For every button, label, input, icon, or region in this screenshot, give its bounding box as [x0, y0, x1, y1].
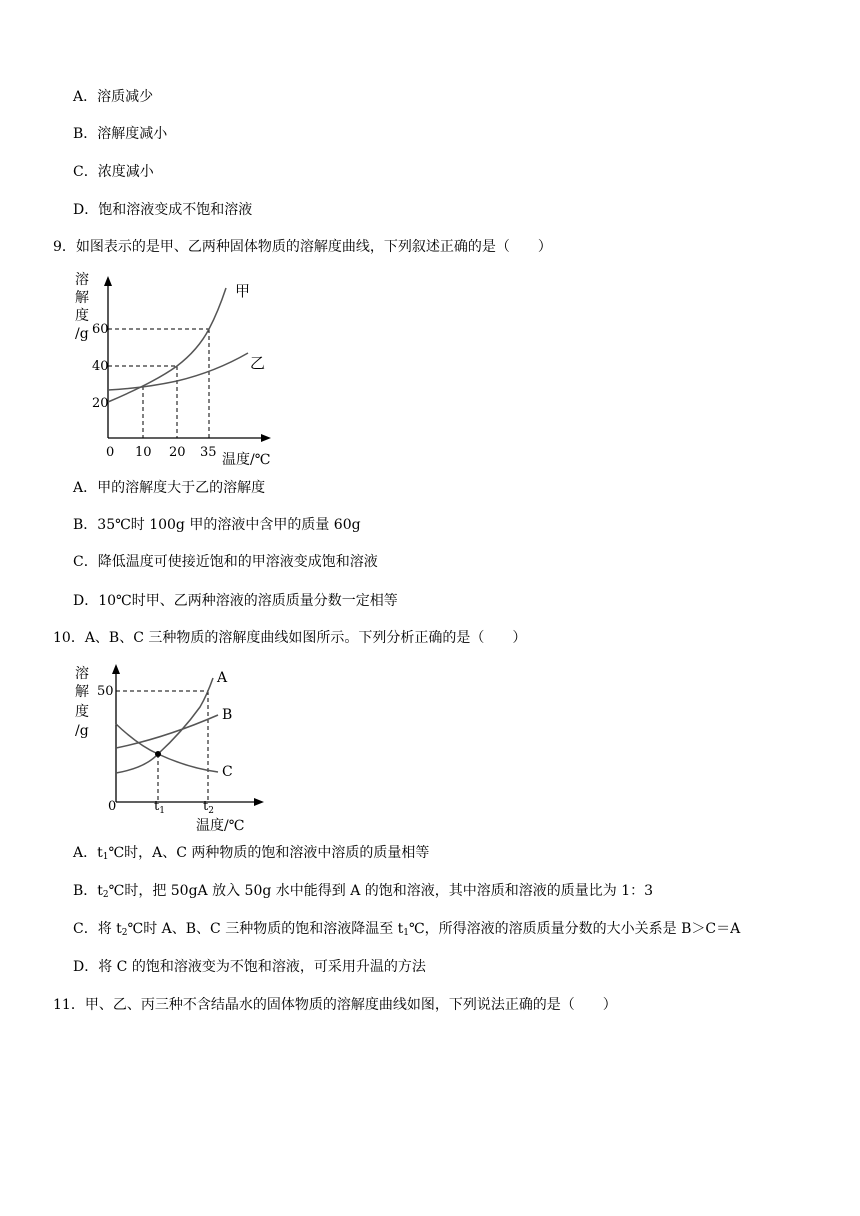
x-label: 温度/℃ [196, 818, 245, 834]
curve-b [116, 715, 218, 748]
series-label-c: C [222, 764, 233, 780]
option-a: A．溶质减少 [73, 89, 154, 105]
q9-option-c: C．降低温度可使接近饱和的甲溶液变成饱和溶液 [73, 554, 378, 570]
q9-option-d: D．10℃时甲、乙两种溶液的溶质质量分数一定相等 [73, 593, 398, 609]
y-tick-40: 40 [92, 359, 109, 374]
curve-a [116, 678, 213, 773]
q10-option-c-sub2: 1 [403, 928, 410, 938]
curve-yi [108, 353, 248, 390]
q9-option-b: B．35℃时 100g 甲的溶液中含甲的质量 60g [73, 517, 361, 533]
y-axis-arrow [112, 664, 120, 674]
q10-solubility-chart [70, 660, 280, 840]
option-b: B．溶解度减小 [73, 126, 168, 142]
series-label-b: B [222, 707, 233, 723]
y-label-2: 解 [75, 684, 89, 700]
q10-option-c-mid: ℃时 A、B、C 三种物质的饱和溶液降温至 t [127, 921, 404, 937]
q10-option-c-sub: 2 [121, 928, 128, 938]
series-label-jia: 甲 [235, 282, 251, 300]
question-11-stem: 11．甲、乙、丙三种不含结晶水的固体物质的溶解度曲线如图，下列说法正确的是（ ） [53, 997, 617, 1013]
q10-option-a-prefix: A．t [73, 845, 103, 861]
x-tick-20: 20 [169, 445, 186, 460]
option-c: C．浓度减小 [73, 164, 154, 180]
q9-solubility-chart [70, 270, 300, 470]
question-9-stem: 9．如图表示的是甲、乙两种固体物质的溶解度曲线，下列叙述正确的是（ ） [53, 239, 552, 255]
question-10-stem: 10．A、B、C 三种物质的溶解度曲线如图所示。下列分析正确的是（ ） [53, 630, 527, 646]
q10-option-a-suffix: ℃时，A、C 两种物质的饱和溶液中溶质的质量相等 [108, 845, 430, 861]
x-axis-arrow [254, 798, 264, 806]
y-tick-20: 20 [92, 396, 109, 411]
q10-option-a-sub: 1 [102, 852, 109, 862]
intersection-point [155, 751, 161, 757]
series-label-a: A [217, 670, 228, 686]
q10-option-d: D．将 C 的饱和溶液变为不饱和溶液，可采用升温的方法 [73, 959, 426, 975]
q10-option-c-prefix: C．将 t [73, 921, 122, 937]
curve-jia [108, 288, 226, 402]
q10-option-a [73, 844, 429, 866]
y-label-3: 度 [75, 308, 89, 324]
series-label-yi: 乙 [250, 354, 266, 372]
x-tick-0: 0 [108, 799, 117, 814]
x-tick-0: 0 [106, 445, 115, 460]
q10-option-b-prefix: B．t [73, 883, 103, 899]
x-tick-t2: $t_2$ [203, 799, 214, 816]
q10-option-b [73, 882, 653, 904]
y-label-4: /g [75, 723, 89, 739]
x-tick-10: 10 [135, 445, 152, 460]
x-tick-35: 35 [200, 445, 217, 460]
q10-option-b-sub: 2 [102, 890, 109, 900]
q10-option-b-suffix: ℃时，把 50gA 放入 50g 水中能得到 A 的饱和溶液，其中溶质和溶液的质量比为 1：3 [108, 883, 654, 899]
y-label-3: 度 [75, 704, 89, 720]
y-label-2: 解 [75, 290, 89, 306]
curve-c [116, 724, 218, 772]
y-axis-arrow [104, 276, 112, 286]
x-label: 温度/℃ [222, 452, 271, 468]
option-d: D．饱和溶液变成不饱和溶液 [73, 202, 253, 218]
q10-option-c [73, 920, 740, 942]
y-tick-60: 60 [92, 322, 109, 337]
q9-option-a: A．甲的溶解度大于乙的溶解度 [73, 480, 266, 496]
y-label-1: 溶 [75, 666, 89, 682]
y-tick-50: 50 [97, 684, 114, 699]
q10-option-c-suffix: ℃，所得溶液的溶质质量分数的大小关系是 B＞C＝A [409, 921, 741, 937]
x-tick-t1: $t_1$ [154, 799, 165, 816]
x-axis-arrow [261, 434, 271, 442]
y-label-4: /g [75, 326, 89, 342]
y-label-1: 溶 [75, 272, 89, 288]
